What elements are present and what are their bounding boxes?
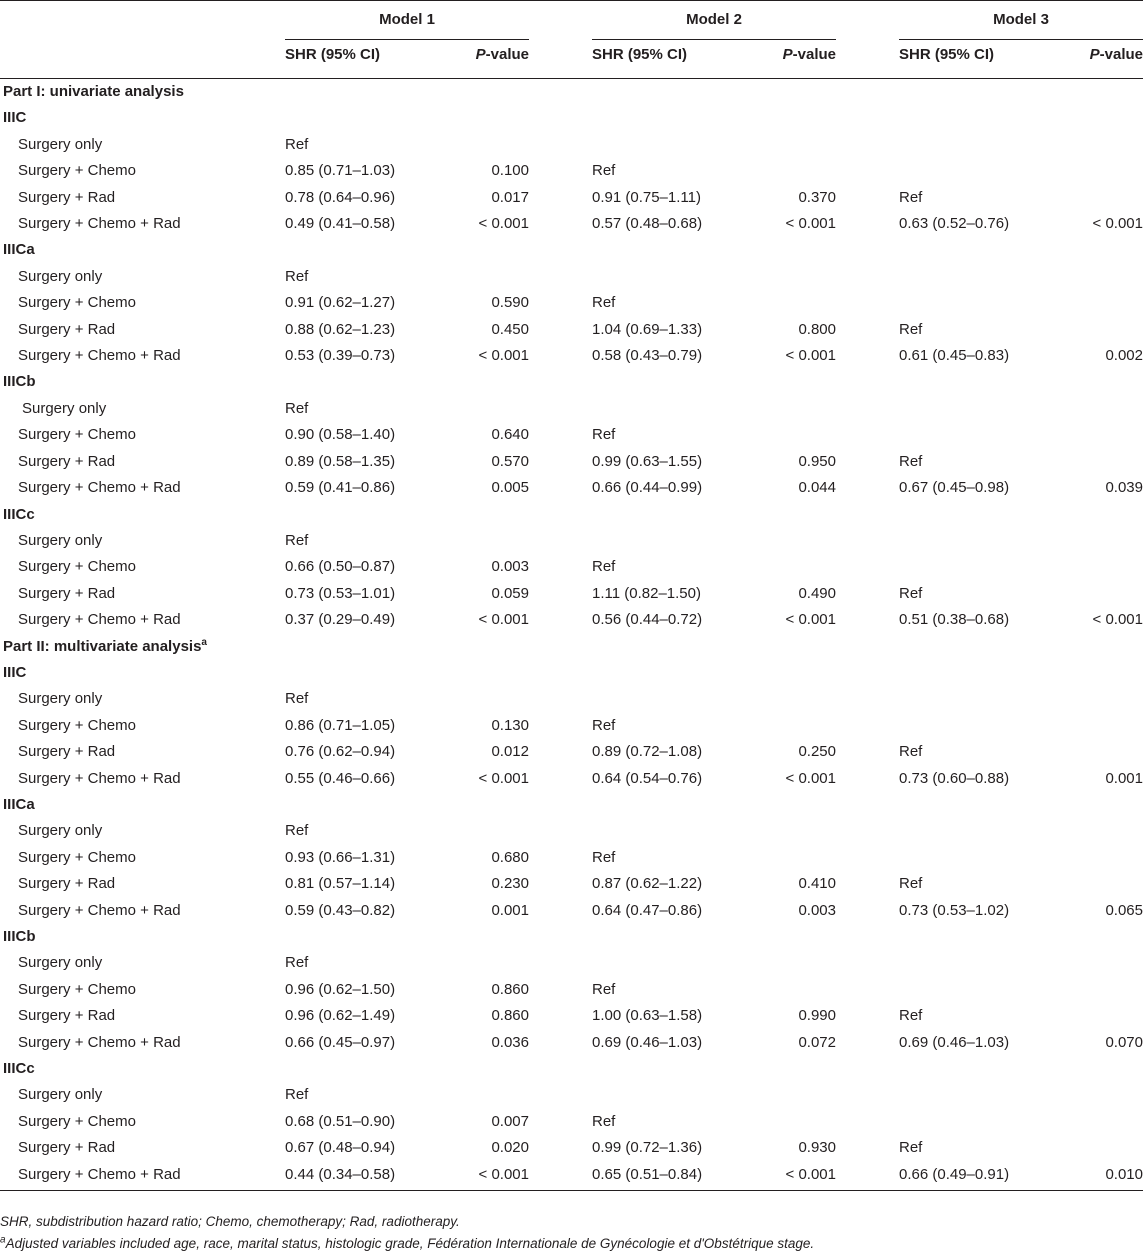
model-2-shr: Ref — [592, 1112, 616, 1130]
treatment-label: Surgery + Chemo — [18, 980, 136, 998]
model-3-shr: 0.51 (0.38–0.68) — [899, 611, 1010, 629]
table-row — [0, 343, 1143, 369]
model-2-shr: Ref — [592, 848, 616, 866]
model-2-shr: Ref — [592, 980, 616, 998]
model-2-shr: 0.56 (0.44–0.72) — [592, 611, 703, 629]
stage-group-row — [0, 924, 1143, 950]
model-3-shr: 0.63 (0.52–0.76) — [899, 215, 1010, 233]
treatment-label: Surgery + Rad — [18, 320, 116, 338]
table-row — [0, 396, 1143, 422]
treatment-label: Surgery + Chemo + Rad — [18, 479, 181, 497]
model-2-header: Model 2 — [592, 1, 836, 40]
model-1-shr: 0.89 (0.58–1.35) — [285, 452, 396, 470]
part-title: Part I: univariate analysis — [3, 83, 184, 100]
footnotes — [0, 1211, 814, 1255]
model-3-shr: 0.66 (0.49–0.91) — [899, 1162, 1054, 1191]
table-row — [0, 264, 1143, 290]
model-1-p-value: 0.005 — [491, 479, 529, 497]
model-2-p-value: 0.003 — [798, 901, 836, 919]
model-3-p-value: 0.070 — [1105, 1033, 1143, 1051]
model-2-p-value — [747, 554, 836, 580]
model-3-p-value — [1054, 290, 1143, 316]
model-2-p-value — [747, 264, 836, 290]
stage-label: IIICa — [3, 241, 35, 259]
model-2-shr: 0.66 (0.44–0.99) — [592, 479, 703, 497]
model-1-p-value: 0.036 — [491, 1033, 529, 1051]
model-2-shr: 0.57 (0.48–0.68) — [592, 215, 703, 233]
model-3-p-value: 0.001 — [1105, 769, 1143, 787]
table-row — [0, 528, 1143, 554]
table-row — [0, 871, 1143, 897]
model-3-shr: Ref — [899, 1007, 923, 1025]
table-row — [0, 1003, 1143, 1029]
model-2-shr: Ref — [592, 162, 616, 180]
model-3-shr: Ref — [899, 188, 923, 206]
table-row — [0, 739, 1143, 765]
treatment-label: Surgery only — [18, 954, 103, 972]
model-3-p-value — [1054, 317, 1143, 343]
model-3-p-value — [1054, 185, 1143, 211]
model-2-p-value — [747, 818, 836, 844]
model-2-p-value — [747, 396, 836, 422]
model-1-p-value: 0.860 — [491, 1007, 529, 1025]
model-2-shr: 0.58 (0.43–0.79) — [592, 347, 703, 365]
model-1-shr: 0.44 (0.34–0.58) — [285, 1162, 440, 1191]
treatment-label: Surgery + Rad — [18, 452, 116, 470]
p-value-header: P-value — [440, 40, 529, 79]
model-2-shr: 0.69 (0.46–1.03) — [592, 1033, 703, 1051]
model-2-shr: Ref — [592, 294, 616, 312]
table-row — [0, 607, 1143, 633]
table-row — [0, 1030, 1143, 1056]
table-row — [0, 686, 1143, 712]
model-2-p-value: 0.370 — [798, 188, 836, 206]
stage-group-row — [0, 792, 1143, 818]
treatment-label: Surgery + Chemo — [18, 558, 136, 576]
model-3-shr — [899, 554, 1054, 580]
model-3-shr: Ref — [899, 875, 923, 893]
model-3-shr: 0.73 (0.53–1.02) — [899, 901, 1010, 919]
model-2-shr — [592, 818, 747, 844]
model-3-p-value — [1054, 264, 1143, 290]
model-3-p-value: 0.002 — [1105, 347, 1143, 365]
model-3-p-value — [1054, 422, 1143, 448]
model-1-shr: Ref — [285, 822, 309, 840]
stage-group-row — [0, 237, 1143, 263]
model-2-shr: 0.91 (0.75–1.11) — [592, 188, 701, 206]
part-title-row — [0, 79, 1143, 106]
model-2-p-value — [747, 290, 836, 316]
model-1-shr: 0.66 (0.45–0.97) — [285, 1033, 396, 1051]
model-3-shr: Ref — [899, 320, 923, 338]
model-3-p-value — [1054, 1082, 1143, 1108]
model-3-shr — [899, 1082, 1054, 1108]
model-1-p-value — [440, 818, 529, 844]
model-1-p-value: 0.130 — [491, 716, 529, 734]
model-3-p-value — [1054, 581, 1143, 607]
model-1-shr: 0.96 (0.62–1.49) — [285, 1007, 396, 1025]
model-3-p-value — [1054, 818, 1143, 844]
model-2-p-value: 0.250 — [798, 743, 836, 761]
treatment-label: Surgery + Chemo — [18, 426, 136, 444]
table-row — [0, 132, 1143, 158]
treatment-label: Surgery + Chemo + Rad — [18, 901, 181, 919]
model-2-p-value — [747, 1109, 836, 1135]
table-row — [0, 581, 1143, 607]
model-2-shr: 0.64 (0.47–0.86) — [592, 901, 703, 919]
model-1-header: Model 1 — [285, 1, 529, 40]
model-3-shr — [899, 686, 1054, 712]
table-row — [0, 1082, 1143, 1108]
model-1-p-value: 0.100 — [491, 162, 529, 180]
model-1-p-value: < 0.001 — [478, 347, 529, 365]
model-2-p-value — [747, 1082, 836, 1108]
table-row — [0, 766, 1143, 792]
table-row — [0, 1162, 1143, 1191]
model-2-shr: 0.87 (0.62–1.22) — [592, 875, 703, 893]
model-2-p-value: < 0.001 — [785, 611, 836, 629]
table-row — [0, 475, 1143, 501]
model-2-shr — [592, 686, 747, 712]
header-row-columns — [0, 40, 1143, 79]
model-3-p-value — [1054, 528, 1143, 554]
model-1-p-value: 0.012 — [491, 743, 529, 761]
model-2-shr — [592, 132, 747, 158]
model-3-p-value — [1054, 686, 1143, 712]
model-1-shr: 0.66 (0.50–0.87) — [285, 558, 396, 576]
model-1-shr: 0.90 (0.58–1.40) — [285, 426, 396, 444]
table-row — [0, 845, 1143, 871]
stage-group-row — [0, 369, 1143, 395]
model-1-p-value: 0.003 — [491, 558, 529, 576]
model-3-p-value — [1054, 132, 1143, 158]
model-2-p-value — [747, 713, 836, 739]
model-2-p-value — [747, 977, 836, 1003]
stage-group-row — [0, 1056, 1143, 1082]
treatment-label: Surgery + Chemo — [18, 1112, 136, 1130]
treatment-label: Surgery only — [18, 690, 103, 708]
model-1-p-value: 0.680 — [491, 848, 529, 866]
model-2-p-value: 0.490 — [798, 584, 836, 602]
stage-group-row — [0, 105, 1143, 131]
treatment-label: Surgery + Chemo — [18, 848, 136, 866]
model-2-shr: 0.65 (0.51–0.84) — [592, 1162, 747, 1191]
model-1-p-value: 0.020 — [491, 1139, 529, 1157]
stage-label: IIICc — [3, 1060, 35, 1078]
model-3-shr — [899, 713, 1054, 739]
table-row — [0, 1135, 1143, 1161]
model-2-p-value — [747, 686, 836, 712]
treatment-label: Surgery only — [18, 531, 103, 549]
stage-group-row — [0, 660, 1143, 686]
model-2-p-value — [747, 845, 836, 871]
shr-header: SHR (95% CI) — [285, 40, 440, 79]
model-3-p-value: 0.010 — [1054, 1162, 1143, 1191]
model-2-shr: Ref — [592, 716, 616, 734]
model-1-shr: 0.55 (0.46–0.66) — [285, 769, 396, 787]
model-2-shr — [592, 396, 747, 422]
table-row — [0, 977, 1143, 1003]
model-3-p-value — [1054, 1003, 1143, 1029]
treatment-label: Surgery + Chemo + Rad — [0, 1162, 285, 1191]
model-1-p-value — [440, 264, 529, 290]
table-row — [0, 950, 1143, 976]
model-1-p-value: < 0.001 — [478, 769, 529, 787]
model-2-p-value — [747, 950, 836, 976]
treatment-label: Surgery only — [18, 822, 103, 840]
treatment-label: Surgery + Chemo — [18, 162, 136, 180]
model-3-p-value — [1054, 396, 1143, 422]
model-1-p-value: < 0.001 — [478, 215, 529, 233]
model-2-shr: 1.00 (0.63–1.58) — [592, 1007, 703, 1025]
model-2-shr: 0.89 (0.72–1.08) — [592, 743, 703, 761]
treatment-label: Surgery only — [18, 1086, 103, 1104]
model-3-p-value — [1054, 1109, 1143, 1135]
model-1-shr: 0.86 (0.71–1.05) — [285, 716, 396, 734]
model-3-shr — [899, 132, 1054, 158]
treatment-label: Surgery + Chemo + Rad — [18, 347, 181, 365]
model-1-shr: Ref — [285, 267, 309, 285]
p-value-header: P-value — [1054, 40, 1143, 79]
model-1-p-value — [440, 528, 529, 554]
model-2-shr: 0.64 (0.54–0.76) — [592, 769, 703, 787]
model-1-p-value: 0.059 — [491, 584, 529, 602]
model-2-p-value — [747, 422, 836, 448]
model-1-shr: 0.59 (0.43–0.82) — [285, 901, 396, 919]
model-3-shr — [899, 950, 1054, 976]
stage-label: IIIC — [3, 109, 27, 127]
model-2-p-value: < 0.001 — [785, 769, 836, 787]
model-1-p-value: 0.017 — [491, 188, 529, 206]
model-3-shr — [899, 290, 1054, 316]
table-row — [0, 818, 1143, 844]
treatment-label: Surgery + Rad — [18, 584, 116, 602]
model-1-shr: 0.91 (0.62–1.27) — [285, 294, 396, 312]
model-2-p-value: < 0.001 — [747, 1162, 836, 1191]
model-1-p-value: 0.001 — [491, 901, 529, 919]
treatment-label: Surgery + Chemo — [18, 294, 136, 312]
model-1-shr: Ref — [285, 690, 309, 708]
model-3-shr: 0.73 (0.60–0.88) — [899, 769, 1010, 787]
model-1-p-value — [440, 132, 529, 158]
model-1-p-value: 0.230 — [491, 875, 529, 893]
model-1-p-value — [440, 396, 529, 422]
model-3-shr: 0.67 (0.45–0.98) — [899, 479, 1010, 497]
model-3-shr — [899, 158, 1054, 184]
treatment-label: Surgery + Rad — [18, 743, 116, 761]
model-3-shr: Ref — [899, 452, 923, 470]
model-1-p-value — [440, 950, 529, 976]
p-value-header: P-value — [747, 40, 836, 79]
table-row — [0, 1109, 1143, 1135]
model-1-p-value: 0.860 — [491, 980, 529, 998]
model-1-p-value: < 0.001 — [478, 611, 529, 629]
table-row — [0, 713, 1143, 739]
model-3-p-value — [1054, 845, 1143, 871]
table-row — [0, 290, 1143, 316]
model-2-shr — [592, 528, 747, 554]
model-3-p-value — [1054, 713, 1143, 739]
model-3-shr — [899, 528, 1054, 554]
model-1-p-value: 0.007 — [491, 1112, 529, 1130]
model-2-shr: 1.04 (0.69–1.33) — [592, 320, 703, 338]
footnote-abbreviations: SHR, subdistribution hazard ratio; Chemo, chemotherapy; Rad, radiotherapy. — [0, 1214, 460, 1229]
model-3-p-value: 0.039 — [1105, 479, 1143, 497]
treatment-label: Surgery + Chemo + Rad — [18, 611, 181, 629]
model-1-shr: 0.85 (0.71–1.03) — [285, 162, 396, 180]
model-2-p-value: < 0.001 — [785, 215, 836, 233]
model-1-shr: 0.96 (0.62–1.50) — [285, 980, 396, 998]
footnote-adjusted: $^a$Adjusted variables included age, race, marital status, histologic grade, Fédération Internationale de Gynécologie et d'Obstétrique stage. — [0, 1234, 815, 1251]
treatment-label: Surgery + Chemo — [18, 716, 136, 734]
model-1-shr: 0.49 (0.41–0.58) — [285, 215, 396, 233]
model-1-p-value — [440, 1082, 529, 1108]
part-title-row — [0, 634, 1143, 660]
treatment-label: Surgery only — [22, 399, 107, 417]
model-1-p-value: 0.640 — [491, 426, 529, 444]
table-row — [0, 317, 1143, 343]
model-3-p-value — [1054, 871, 1143, 897]
model-3-p-value — [1054, 977, 1143, 1003]
shr-header: SHR (95% CI) — [592, 40, 747, 79]
stage-label: IIIC — [3, 663, 27, 681]
model-2-shr — [592, 950, 747, 976]
model-3-p-value — [1054, 158, 1143, 184]
model-2-shr — [592, 264, 747, 290]
shr-header: SHR (95% CI) — [899, 40, 1054, 79]
model-2-shr — [592, 1082, 747, 1108]
model-1-p-value: < 0.001 — [440, 1162, 529, 1191]
model-3-p-value: 0.065 — [1105, 901, 1143, 919]
treatment-label: Surgery + Chemo + Rad — [18, 215, 181, 233]
model-3-p-value — [1054, 449, 1143, 475]
model-1-shr: 0.67 (0.48–0.94) — [285, 1139, 396, 1157]
model-2-shr: Ref — [592, 558, 616, 576]
model-1-shr: 0.53 (0.39–0.73) — [285, 347, 396, 365]
part-title: Part II: multivariate analysis$^a$ — [3, 636, 207, 655]
model-1-p-value — [440, 686, 529, 712]
treatment-label: Surgery + Rad — [18, 188, 116, 206]
model-1-shr: 0.68 (0.51–0.90) — [285, 1112, 396, 1130]
model-2-p-value: 0.990 — [798, 1007, 836, 1025]
model-1-p-value: 0.570 — [491, 452, 529, 470]
model-1-shr: Ref — [285, 1086, 309, 1104]
model-1-shr: 0.78 (0.64–0.96) — [285, 188, 396, 206]
stage-label: IIICb — [3, 928, 36, 945]
model-1-shr: 0.81 (0.57–1.14) — [285, 875, 396, 893]
model-1-shr: Ref — [285, 399, 309, 417]
model-1-shr: 0.93 (0.66–1.31) — [285, 848, 396, 866]
model-3-shr: Ref — [899, 584, 923, 602]
model-3-header: Model 3 — [899, 1, 1143, 40]
stage-label: IIICc — [3, 505, 35, 523]
table-row — [0, 898, 1143, 924]
treatment-label: Surgery + Rad — [18, 1139, 116, 1157]
model-2-p-value: 0.800 — [798, 320, 836, 338]
model-2-shr: Ref — [592, 426, 616, 444]
model-1-shr: 0.76 (0.62–0.94) — [285, 743, 396, 761]
treatment-label: Surgery + Chemo + Rad — [18, 769, 181, 787]
model-2-p-value — [747, 132, 836, 158]
table-row — [0, 554, 1143, 580]
model-3-shr — [899, 264, 1054, 290]
stage-label: IIICb — [3, 373, 36, 391]
model-2-shr: 0.99 (0.72–1.36) — [592, 1139, 703, 1157]
model-2-shr: 1.11 (0.82–1.50) — [592, 584, 701, 602]
model-3-shr: Ref — [899, 743, 923, 761]
model-1-shr: 0.37 (0.29–0.49) — [285, 611, 396, 629]
model-2-p-value: 0.930 — [798, 1139, 836, 1157]
model-3-shr — [899, 422, 1054, 448]
model-1-shr: 0.59 (0.41–0.86) — [285, 479, 396, 497]
model-2-p-value — [747, 158, 836, 184]
treatment-label: Surgery + Rad — [18, 875, 116, 893]
table-row — [0, 422, 1143, 448]
model-2-p-value: 0.410 — [798, 875, 836, 893]
stage-group-row — [0, 502, 1143, 528]
treatment-label: Surgery only — [18, 267, 103, 285]
model-3-p-value: < 0.001 — [1092, 215, 1143, 233]
table-row — [0, 449, 1143, 475]
model-3-shr — [899, 845, 1054, 871]
model-2-shr: 0.99 (0.63–1.55) — [592, 452, 703, 470]
treatment-label: Surgery only — [18, 135, 103, 153]
table-row — [0, 211, 1143, 237]
table-row — [0, 185, 1143, 211]
model-3-shr: Ref — [899, 1139, 923, 1157]
model-3-shr: 0.69 (0.46–1.03) — [899, 1033, 1010, 1051]
model-1-shr: Ref — [285, 135, 309, 153]
treatment-label: Surgery + Rad — [18, 1007, 116, 1025]
stage-label: IIICa — [3, 795, 35, 813]
model-1-shr: 0.73 (0.53–1.01) — [285, 584, 396, 602]
model-1-shr: Ref — [285, 954, 309, 972]
treatment-label: Surgery + Chemo + Rad — [18, 1033, 181, 1051]
model-3-shr: 0.61 (0.45–0.83) — [899, 347, 1010, 365]
model-3-shr — [899, 977, 1054, 1003]
model-1-p-value: 0.450 — [491, 320, 529, 338]
model-2-p-value: < 0.001 — [785, 347, 836, 365]
model-3-p-value — [1054, 554, 1143, 580]
model-1-shr: Ref — [285, 531, 309, 549]
model-2-p-value — [747, 528, 836, 554]
model-3-p-value — [1054, 950, 1143, 976]
model-1-shr: 0.88 (0.62–1.23) — [285, 320, 396, 338]
model-3-p-value — [1054, 1135, 1143, 1161]
model-2-p-value: 0.072 — [798, 1033, 836, 1051]
table-row — [0, 158, 1143, 184]
model-2-p-value: 0.950 — [798, 452, 836, 470]
model-3-shr — [899, 1109, 1054, 1135]
table-body — [0, 79, 1143, 1191]
model-2-p-value: 0.044 — [798, 479, 836, 497]
model-3-shr — [899, 396, 1054, 422]
model-1-p-value: 0.590 — [491, 294, 529, 312]
model-3-p-value: < 0.001 — [1092, 611, 1143, 629]
model-3-p-value — [1054, 739, 1143, 765]
header-row-models — [0, 1, 1143, 40]
model-3-shr — [899, 818, 1054, 844]
